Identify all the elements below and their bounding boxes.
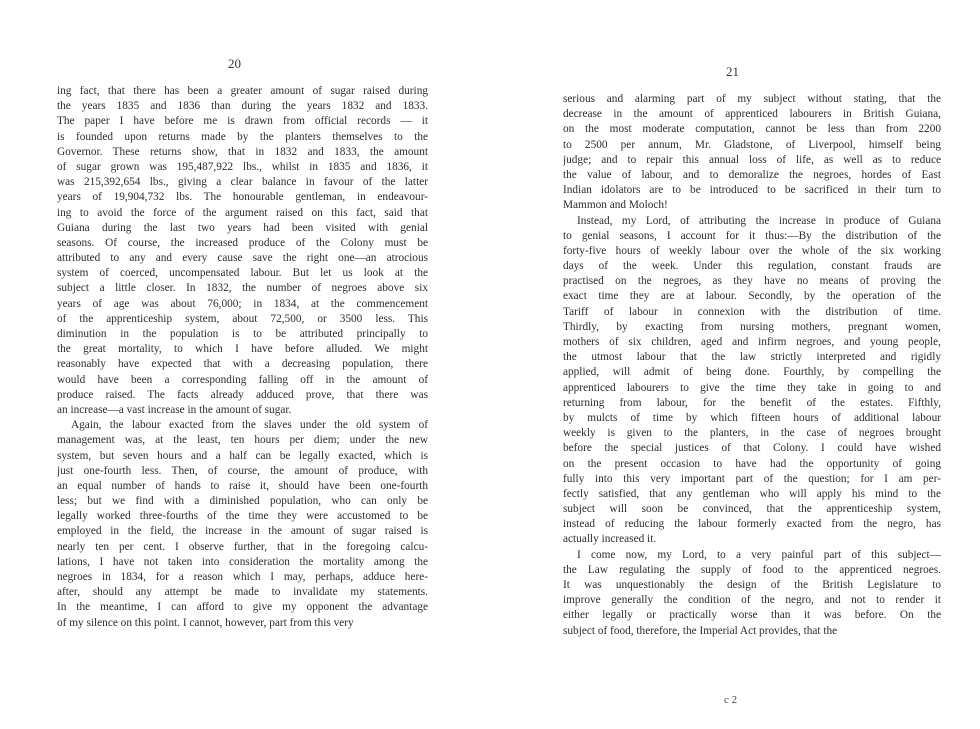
text-line: serious and alarming part of my subject without stating, that the [563, 93, 941, 105]
text-line: system, but seven hours and a half can be legally exacted, which is [57, 449, 428, 462]
text-line: Thirdly, by exacting from nursing mothers, pregnant women, [563, 320, 941, 333]
page-number: 21 [726, 64, 739, 79]
right-page [490, 0, 980, 729]
text-line: the value of labour, and to demoralize the negroes, hordes of East [563, 168, 941, 181]
text-line: practised on the negroes, as they have no means of proving the [563, 275, 941, 288]
page-body-text [563, 92, 941, 639]
text-line: In the meantime, I can afford to give my opponent the advantage [57, 601, 428, 614]
text-line: of my silence on this point. I cannot, however, part from this very [57, 616, 354, 629]
text-line: days of the week. Under this regulation, constant frauds are [563, 260, 941, 273]
text-line: an equal number of hands to raise it, should have been one-fourth [57, 479, 428, 492]
text-line: to 2500 per annum, Mr. Gladstone, of Liverpool, himself being [563, 138, 941, 151]
text-line: subject a little closer. In 1832, the number of negroes above six [57, 282, 428, 295]
text-line: apprenticed labourers to give the time they take in going to and [563, 381, 941, 394]
text-line: just one-fourth less. Then, of course, the amount of produce, with [57, 464, 428, 477]
text-line: before the special justices of that Colony. I could have wished [563, 442, 941, 455]
text-line: weekly is given to the planters, in the case of negroes brought [563, 427, 941, 440]
text-line: I come now, my Lord, to a very painful part of this subject— [577, 548, 941, 561]
text-line: years of age was about 76,000; in 1834, at the commencement [57, 297, 428, 310]
text-line: less; but we find with a diminished population, who can only be [57, 495, 428, 508]
text-line: decrease in the amount of apprenticed labourers in British Guiana, [563, 108, 941, 121]
text-line: subject of food, therefore, the Imperial Act provides, that the [563, 624, 838, 637]
text-line: The paper I have before me is drawn from official records — it [57, 115, 428, 128]
text-line: of the apprenticeship system, about 72,500, or 3500 less. This [57, 312, 428, 325]
text-line: applied, will admit of being done. Fourthly, by compelling the [563, 366, 941, 379]
text-line: produce raised. The facts already adduced prove, that there was [57, 388, 428, 401]
text-line: was 215,392,654 lbs., giving a clear balance in favour of the latter [57, 176, 428, 189]
text-line: Indian idolators are to be introduced to be sacrificed in their turn to [563, 184, 941, 197]
text-line: to genial seasons, I account for it thus:—By the distribution of the [563, 229, 941, 242]
text-line: seasons. Of course, the increased produce of the Colony must be [57, 236, 428, 249]
text-line: nearly ten per cent. I observe further, that in the foregoing calcu- [57, 540, 428, 553]
text-line: years of 19,904,732 lbs. The honourable gentleman, in endeavour- [57, 191, 428, 204]
text-line: instead of reducing the labour formerly exacted from the negro, has [563, 518, 941, 531]
text-line: employed in the field, the increase in the amount of sugar raised is [57, 525, 428, 538]
text-line: Governor. These returns show, that in 1832 and 1833, the amount [57, 145, 428, 158]
text-line: management was, at the least, ten hours per diem; under the new [57, 434, 428, 447]
text-line: returning from labour, for the benefit of the estates. Fifthly, [563, 396, 941, 409]
text-line: would have been a corresponding falling off in the amount of [57, 373, 428, 386]
text-line: diminution in the population is to be attributed principally to [57, 328, 428, 340]
text-line: forty-five hours of weekly labour over the whole of the six working [563, 244, 941, 257]
text-line: fully into this very important part of the question; for I am per- [563, 472, 941, 485]
text-line: the Law regulating the supply of food to the apprenticed negroes. [563, 563, 941, 576]
page-number: 20 [228, 56, 241, 71]
text-line: by mulcts of time by which fifteen hours of additional labour [563, 411, 941, 424]
text-line: judge; and to repair this annual loss of life, as well as to reduce [563, 153, 941, 166]
text-line: Again, the labour exacted from the slaves under the old system of [71, 419, 428, 432]
signature-mark: c 2 [724, 694, 738, 706]
text-line: of sugar grown was 195,487,922 lbs., whilst in 1835 and 1836, it [57, 160, 428, 173]
text-line: Mammon and Moloch! [563, 199, 668, 212]
text-line: Tariff of labour in connexion with the distribution of time. [563, 305, 941, 318]
text-line: improve generally the condition of the negro, and not to render it [563, 594, 941, 607]
text-line: reasonably have expected that with a decreasing population, there [57, 358, 428, 371]
text-line: Instead, my Lord, of attributing the increase in produce of Guiana [577, 214, 941, 227]
text-line: attributed to any and every cause save the right one—an atrocious [57, 252, 428, 265]
text-line: negroes in 1834, for a reason which I may, perhaps, adduce here- [57, 571, 428, 583]
text-line: on the present occasion to have had the opportunity of going [563, 457, 941, 470]
text-line: is founded upon returns made by the planters themselves to the [57, 130, 428, 143]
text-line: after, should any attempt be made to invalidate my statements. [57, 586, 428, 599]
text-line: either legally or practically worse than it was before. On the [563, 609, 941, 622]
text-line: system of coerced, uncompensated labour. But let us look at the [57, 267, 428, 280]
text-line: exact time they are at labour. Secondly, by the operation of the [563, 290, 941, 303]
text-line: Guiana during the last two years had been visited with genial [57, 221, 428, 234]
text-line: the utmost labour that the law strictly interpreted and rigidly [563, 351, 941, 364]
text-line: mothers of six children, aged and infirm negroes, and young people, [563, 336, 941, 348]
text-line: ing fact, that there has been a greater amount of sugar raised during [57, 85, 428, 97]
text-line: It was unquestionably the design of the British Legislature to [563, 579, 941, 591]
text-line: subject will soon be convinced, that the apprenticeship system, [563, 503, 941, 516]
text-line: on the most moderate computation, cannot be less than from 2200 [563, 123, 941, 136]
text-line: fectly satisfied, that any gentleman who will apply his mind to the [563, 487, 941, 500]
text-line: legally worked three-fourths of the time they were accustomed to be [57, 510, 428, 523]
text-line: actually increased it. [563, 533, 657, 546]
text-line: ing to avoid the force of the argument raised on this fact, said that [57, 206, 428, 219]
page-body-text [57, 84, 428, 631]
text-line: an increase—a vast increase in the amount of sugar. [57, 403, 292, 416]
text-line: the years 1835 and 1836 than during the years 1832 and 1833. [57, 100, 428, 113]
text-line: lations, I have not taken into consideration the mortality among the [57, 555, 428, 568]
text-line: the great mortality, to which I have before alluded. We might [57, 343, 428, 356]
